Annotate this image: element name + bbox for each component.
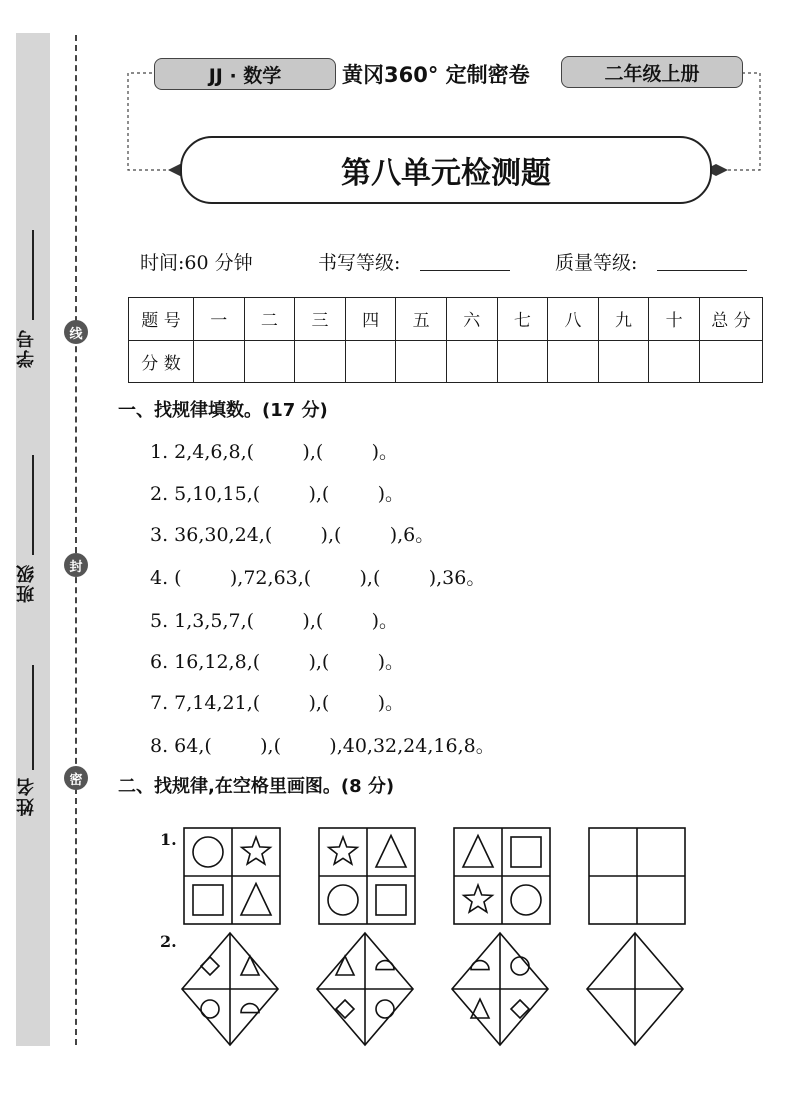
circle-shape xyxy=(511,885,541,915)
star-shape xyxy=(329,837,358,864)
question-6[interactable]: 6. 16,12,8,( ),( )。 xyxy=(150,651,405,673)
section2-title: 二、找规律,在空格里画图。(8 分) xyxy=(118,776,395,797)
score-cell: 总 分 xyxy=(700,298,763,341)
seal-feng: 封 xyxy=(64,553,88,577)
square-shape xyxy=(193,885,223,915)
half-circle-shape xyxy=(471,961,489,970)
score-cell: 四 xyxy=(345,298,396,341)
class-label: 班级 xyxy=(16,563,37,603)
pattern-q2-number: 2. xyxy=(160,932,177,951)
score-row-label: 分 数 xyxy=(129,340,194,383)
score-cell: 二 xyxy=(244,298,295,341)
score-cell: 九 xyxy=(598,298,649,341)
student-id-label: 学号 xyxy=(16,328,37,368)
quality-grade-label: 质量等级: xyxy=(555,252,638,274)
section1-title: 一、找规律填数。(17 分) xyxy=(118,400,328,421)
star-shape xyxy=(464,885,493,912)
subject-pill: JJ · 数学 xyxy=(154,58,336,90)
seal-mi: 密 xyxy=(64,766,88,790)
circle-shape xyxy=(201,1000,219,1018)
question-4[interactable]: 4. ( ),72,63,( ),( ),36。 xyxy=(150,567,486,589)
writing-grade-label: 书写等级: xyxy=(318,252,401,274)
half-circle-shape xyxy=(241,1004,259,1013)
score-cell: 七 xyxy=(497,298,548,341)
circle-shape xyxy=(511,957,529,975)
score-cell: 题 号 xyxy=(129,298,194,341)
triangle-shape xyxy=(376,836,406,868)
half-circle-shape xyxy=(376,961,394,970)
brand-text: 黄冈360° 定制密卷 xyxy=(342,63,530,87)
question-8[interactable]: 8. 64,( ),( ),40,32,24,16,8。 xyxy=(150,735,495,757)
triangle-shape xyxy=(336,956,354,975)
score-cell: 一 xyxy=(194,298,245,341)
score-cell: 五 xyxy=(396,298,447,341)
circle-shape xyxy=(376,1000,394,1018)
score-cell: 三 xyxy=(295,298,346,341)
star-shape xyxy=(242,837,271,864)
seal-xian: 线 xyxy=(64,320,88,344)
page-title: 第八单元检测题 xyxy=(180,136,712,204)
score-cell: 十 xyxy=(649,298,700,341)
question-3[interactable]: 3. 36,30,24,( ),( ),6。 xyxy=(150,524,435,546)
time-text: 时间:60 分钟 xyxy=(140,252,253,274)
triangle-shape xyxy=(241,884,271,916)
score-cell: 六 xyxy=(446,298,497,341)
question-7[interactable]: 7. 7,14,21,( ),( )。 xyxy=(150,692,405,714)
circle-shape xyxy=(193,837,223,867)
circle-shape xyxy=(328,885,358,915)
question-2[interactable]: 2. 5,10,15,( ),( )。 xyxy=(150,483,405,505)
pattern-q1-number: 1. xyxy=(160,830,177,849)
triangle-shape xyxy=(241,956,259,975)
grade-pill: 二年级上册 xyxy=(561,56,743,88)
triangle-shape xyxy=(463,836,493,868)
square-shape xyxy=(376,885,406,915)
square-shape xyxy=(511,837,541,867)
name-label: 姓名 xyxy=(16,776,37,816)
question-5[interactable]: 5. 1,3,5,7,( ),( )。 xyxy=(150,610,399,632)
question-1[interactable]: 1. 2,4,6,8,( ),( )。 xyxy=(150,441,399,463)
score-cell: 八 xyxy=(548,298,599,341)
diamond-shape xyxy=(201,957,219,975)
